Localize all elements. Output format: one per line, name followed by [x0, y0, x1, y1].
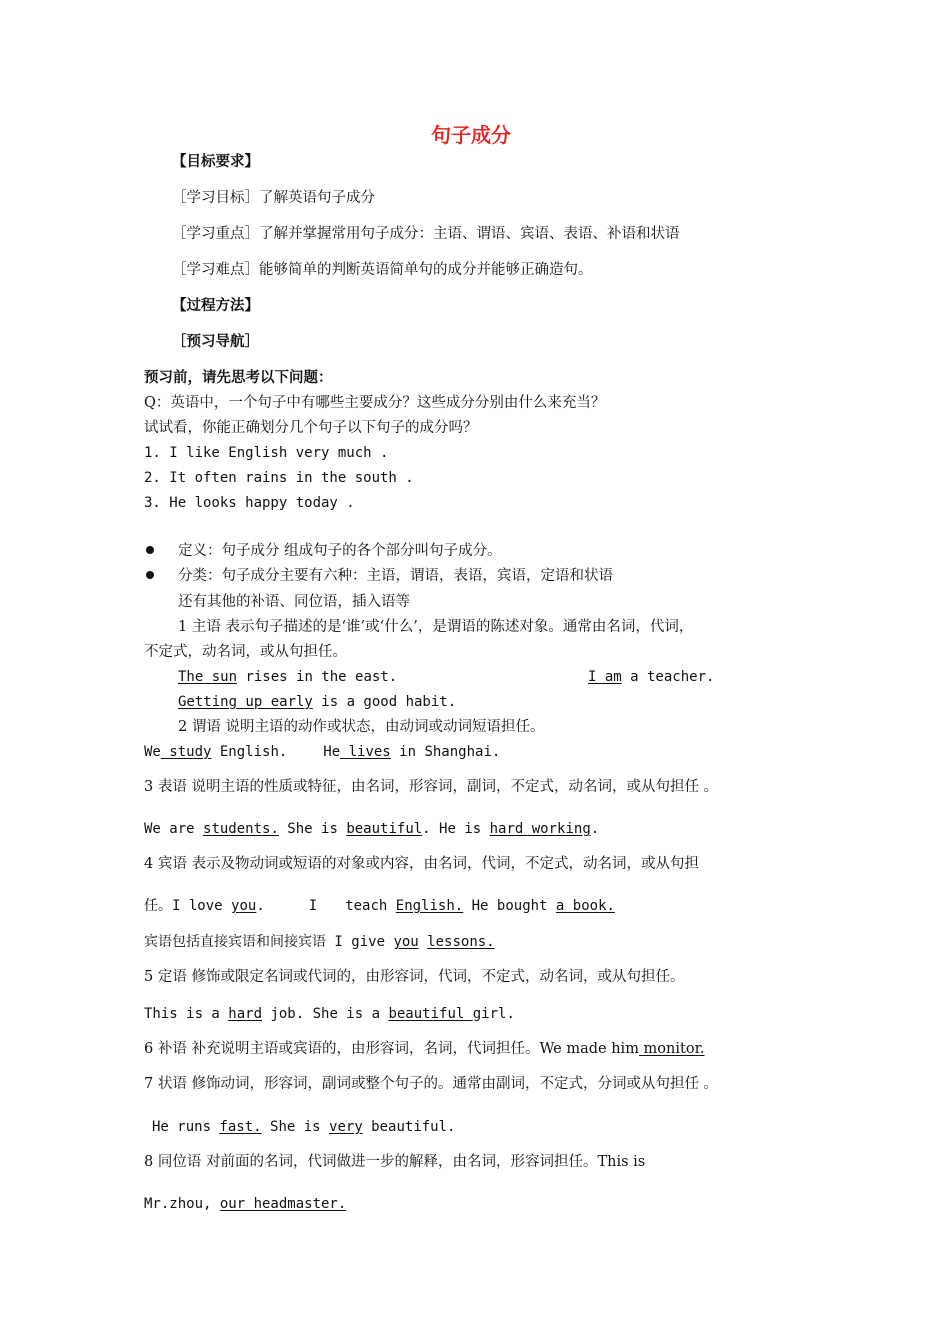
goals-heading: 【目标要求】 [172, 153, 259, 170]
example-text: We [144, 744, 161, 760]
underlined-text: a book. [555, 898, 615, 914]
attribute-line: 5 定语 修饰或限定名词或代词的，由形容词，代词，不定式，动名词，或从句担任。 [144, 969, 685, 985]
bullet-icon [146, 546, 154, 554]
underlined-text: I am [588, 669, 622, 685]
example-text: English. [211, 744, 288, 760]
example-text: She is [261, 1119, 330, 1135]
example-text: She is [278, 821, 347, 837]
predicate-example [144, 742, 500, 762]
predicate-line: 2 谓语 说明主语的动作或状态，由动词或动词短语担任。 [178, 719, 545, 735]
goal-line-3: ［学习难点］能够简单的判断英语简单句的成分并能够正确造句。 [172, 262, 593, 278]
bullet-icon [146, 571, 154, 579]
example-text [419, 934, 427, 950]
subject-line-2: 不定式，动名词，或从句担任。 [144, 644, 347, 660]
subject-line-1: 1 主语 表示句子描述的是‘谁’或‘什么’，是谓语的陈述对象。通常由名词，代词， [178, 619, 694, 635]
method-heading: 【过程方法】 [172, 297, 259, 314]
exercise-1: 1. I like English very much . [144, 445, 389, 461]
others-line: 还有其他的补语、同位语，插入语等 [178, 594, 410, 610]
example-text: He [323, 744, 341, 760]
example-text: is a good habit. [312, 694, 457, 710]
underlined-text: you [231, 898, 257, 914]
example-text: in Shanghai. [390, 744, 501, 760]
predicative-example [144, 819, 599, 839]
underlined-text: Getting up early [178, 694, 313, 710]
example-text: 宾语包括直接宾语和间接宾语 I give [144, 934, 394, 950]
exercise-3: 3. He looks happy today . [144, 495, 355, 511]
example-text: This is a [144, 1006, 229, 1022]
example-text: a teacher. [621, 669, 715, 685]
goal-line-2: ［学习重点］了解并掌握常用句子成分：主语、谓语、宾语、表语、补语和状语 [172, 226, 680, 242]
example-text: We are [144, 821, 204, 837]
underlined-text: beautiful [388, 1006, 473, 1022]
example-text: beautiful. [362, 1119, 456, 1135]
example-text: rises in the east. [237, 669, 398, 685]
example-text: 任。I love [144, 898, 232, 914]
think-heading: 预习前，请先思考以下问题： [144, 369, 333, 386]
object-indirect-example [144, 932, 495, 952]
appositive-line: 8 同位语 对前面的名词，代词做进一步的解释，由名词，形容词担任。This is [144, 1154, 646, 1170]
example-text: . [256, 898, 265, 914]
object-example [144, 896, 615, 916]
example-text: He runs [152, 1119, 220, 1135]
example-text: . [590, 821, 600, 837]
question-line: Q：英语中，一个句子中有哪些主要成分？这些成分分别由什么来充当？ [144, 395, 606, 411]
underlined-text: lives [340, 744, 391, 760]
object-line-1: 4 宾语 表示及物动词或短语的对象或内容，由名词，代词，不定式，动名词，或从句担 [144, 856, 699, 872]
example-text: . He is [422, 821, 490, 837]
example-text: Mr.zhou, [144, 1196, 220, 1212]
underlined-text: very [329, 1119, 363, 1135]
adverbial-example [152, 1117, 455, 1137]
definition-line: 定义：句子成分 组成句子的各个部分叫句子成分。 [178, 543, 502, 559]
subject-example-1 [178, 667, 397, 687]
underlined-text: lessons. [427, 934, 495, 950]
subject-example-3 [178, 692, 456, 712]
example-text: 6 补语 补充说明主语或宾语的，由形容词，名词，代词担任。We made him [144, 1041, 639, 1057]
complement-line [144, 1039, 705, 1059]
page-title: 句子成分 [431, 123, 511, 147]
example-text: job. She is a [262, 1006, 389, 1022]
underlined-text: beautiful [346, 821, 423, 837]
exercise-2: 2. It often rains in the south . [144, 470, 414, 486]
appositive-example [144, 1194, 346, 1214]
underlined-text: fast. [219, 1119, 262, 1135]
subject-example-2 [588, 667, 714, 687]
underlined-text: hard working [489, 821, 591, 837]
underlined-text: study [160, 744, 212, 760]
preview-heading: ［预习导航］ [172, 333, 259, 350]
example-text: He bought [463, 898, 556, 914]
underlined-text: The sun [178, 669, 238, 685]
example-text: teach [345, 898, 396, 914]
predicative-line: 3 表语 说明主语的性质或特征，由名词，形容词，副词，不定式，动名词，或从句担任 。 [144, 779, 719, 795]
attribute-example [144, 1004, 515, 1024]
example-text: I [308, 898, 318, 914]
underlined-text: English. [395, 898, 464, 914]
adverbial-line: 7 状语 修饰动词，形容词，副词或整个句子的。通常由副词，不定式，分词或从句担任 。 [144, 1076, 719, 1092]
example-text: girl. [472, 1006, 515, 1022]
try-line: 试试看，你能正确划分几个句子以下句子的成分吗？ [144, 420, 478, 436]
goal-line-1: ［学习目标］了解英语句子成分 [172, 190, 375, 206]
classification-line: 分类：句子成分主要有六种：主语，谓语，表语，宾语，定语和状语 [178, 568, 613, 584]
underlined-text: hard [228, 1006, 263, 1022]
underlined-text: you [393, 934, 419, 950]
underlined-text: monitor. [638, 1041, 705, 1057]
underlined-text: our headmaster. [219, 1196, 347, 1212]
underlined-text: students. [203, 821, 279, 837]
